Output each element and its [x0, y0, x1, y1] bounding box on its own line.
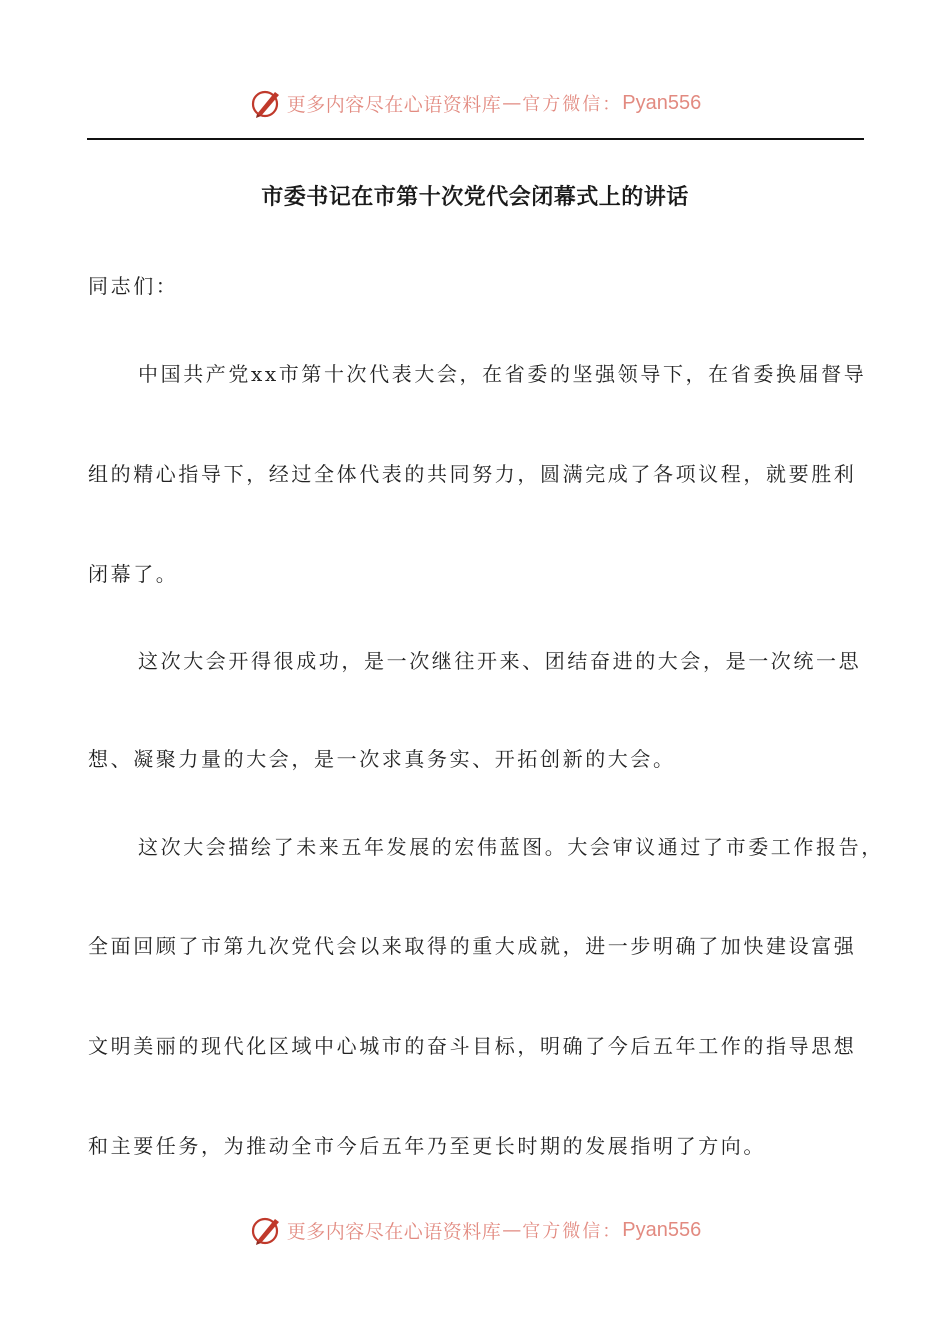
paragraph-line: 这次大会开得很成功，是一次继往开来、团结奋进的大会，是一次统一思	[138, 649, 862, 673]
footer-site-text: 更多内容尽在心语资料库	[286, 1220, 502, 1243]
header-divider	[87, 138, 864, 140]
footer-separator: —	[502, 1219, 522, 1241]
document-title: 市委书记在市第十次党代会闭幕式上的讲话	[261, 185, 689, 210]
pen-circle-logo-icon	[249, 1213, 283, 1247]
footer-banner	[0, 1208, 950, 1252]
paragraph-line: 全面回顾了市第九次党代会以来取得的重大成就，进一步明确了加快建设富强	[88, 934, 857, 958]
pen-circle-logo-icon	[249, 86, 283, 120]
salutation: 同志们：	[88, 274, 179, 298]
header-wechat-id: Pyan556	[622, 91, 702, 114]
header-banner	[0, 81, 950, 125]
paragraph-line: 想、凝聚力量的大会，是一次求真务实、开拓创新的大会。	[88, 747, 676, 771]
footer-wechat-id: Pyan556	[622, 1218, 702, 1241]
footer-wechat-label: 官方微信：	[522, 1221, 623, 1242]
header-separator: —	[502, 92, 522, 114]
paragraph-line: 和主要任务，为推动全市今后五年乃至更长时期的发展指明了方向。	[88, 1134, 766, 1158]
paragraph-line: 组的精心指导下，经过全体代表的共同努力，圆满完成了各项议程，就要胜利	[88, 462, 857, 486]
header-wechat-label: 官方微信：	[522, 94, 623, 115]
paragraph-line: 文明美丽的现代化区域中心城市的奋斗目标，明确了今后五年工作的指导思想	[88, 1034, 857, 1058]
paragraph-line: 这次大会描绘了未来五年发展的宏伟蓝图。大会审议通过了市委工作报告，	[138, 835, 884, 859]
paragraph-line: 闭幕了。	[88, 562, 179, 586]
paragraph-line: 中国共产党xx市第十次代表大会，在省委的坚强领导下，在省委换届督导	[138, 362, 867, 386]
header-site-text: 更多内容尽在心语资料库	[286, 93, 502, 116]
